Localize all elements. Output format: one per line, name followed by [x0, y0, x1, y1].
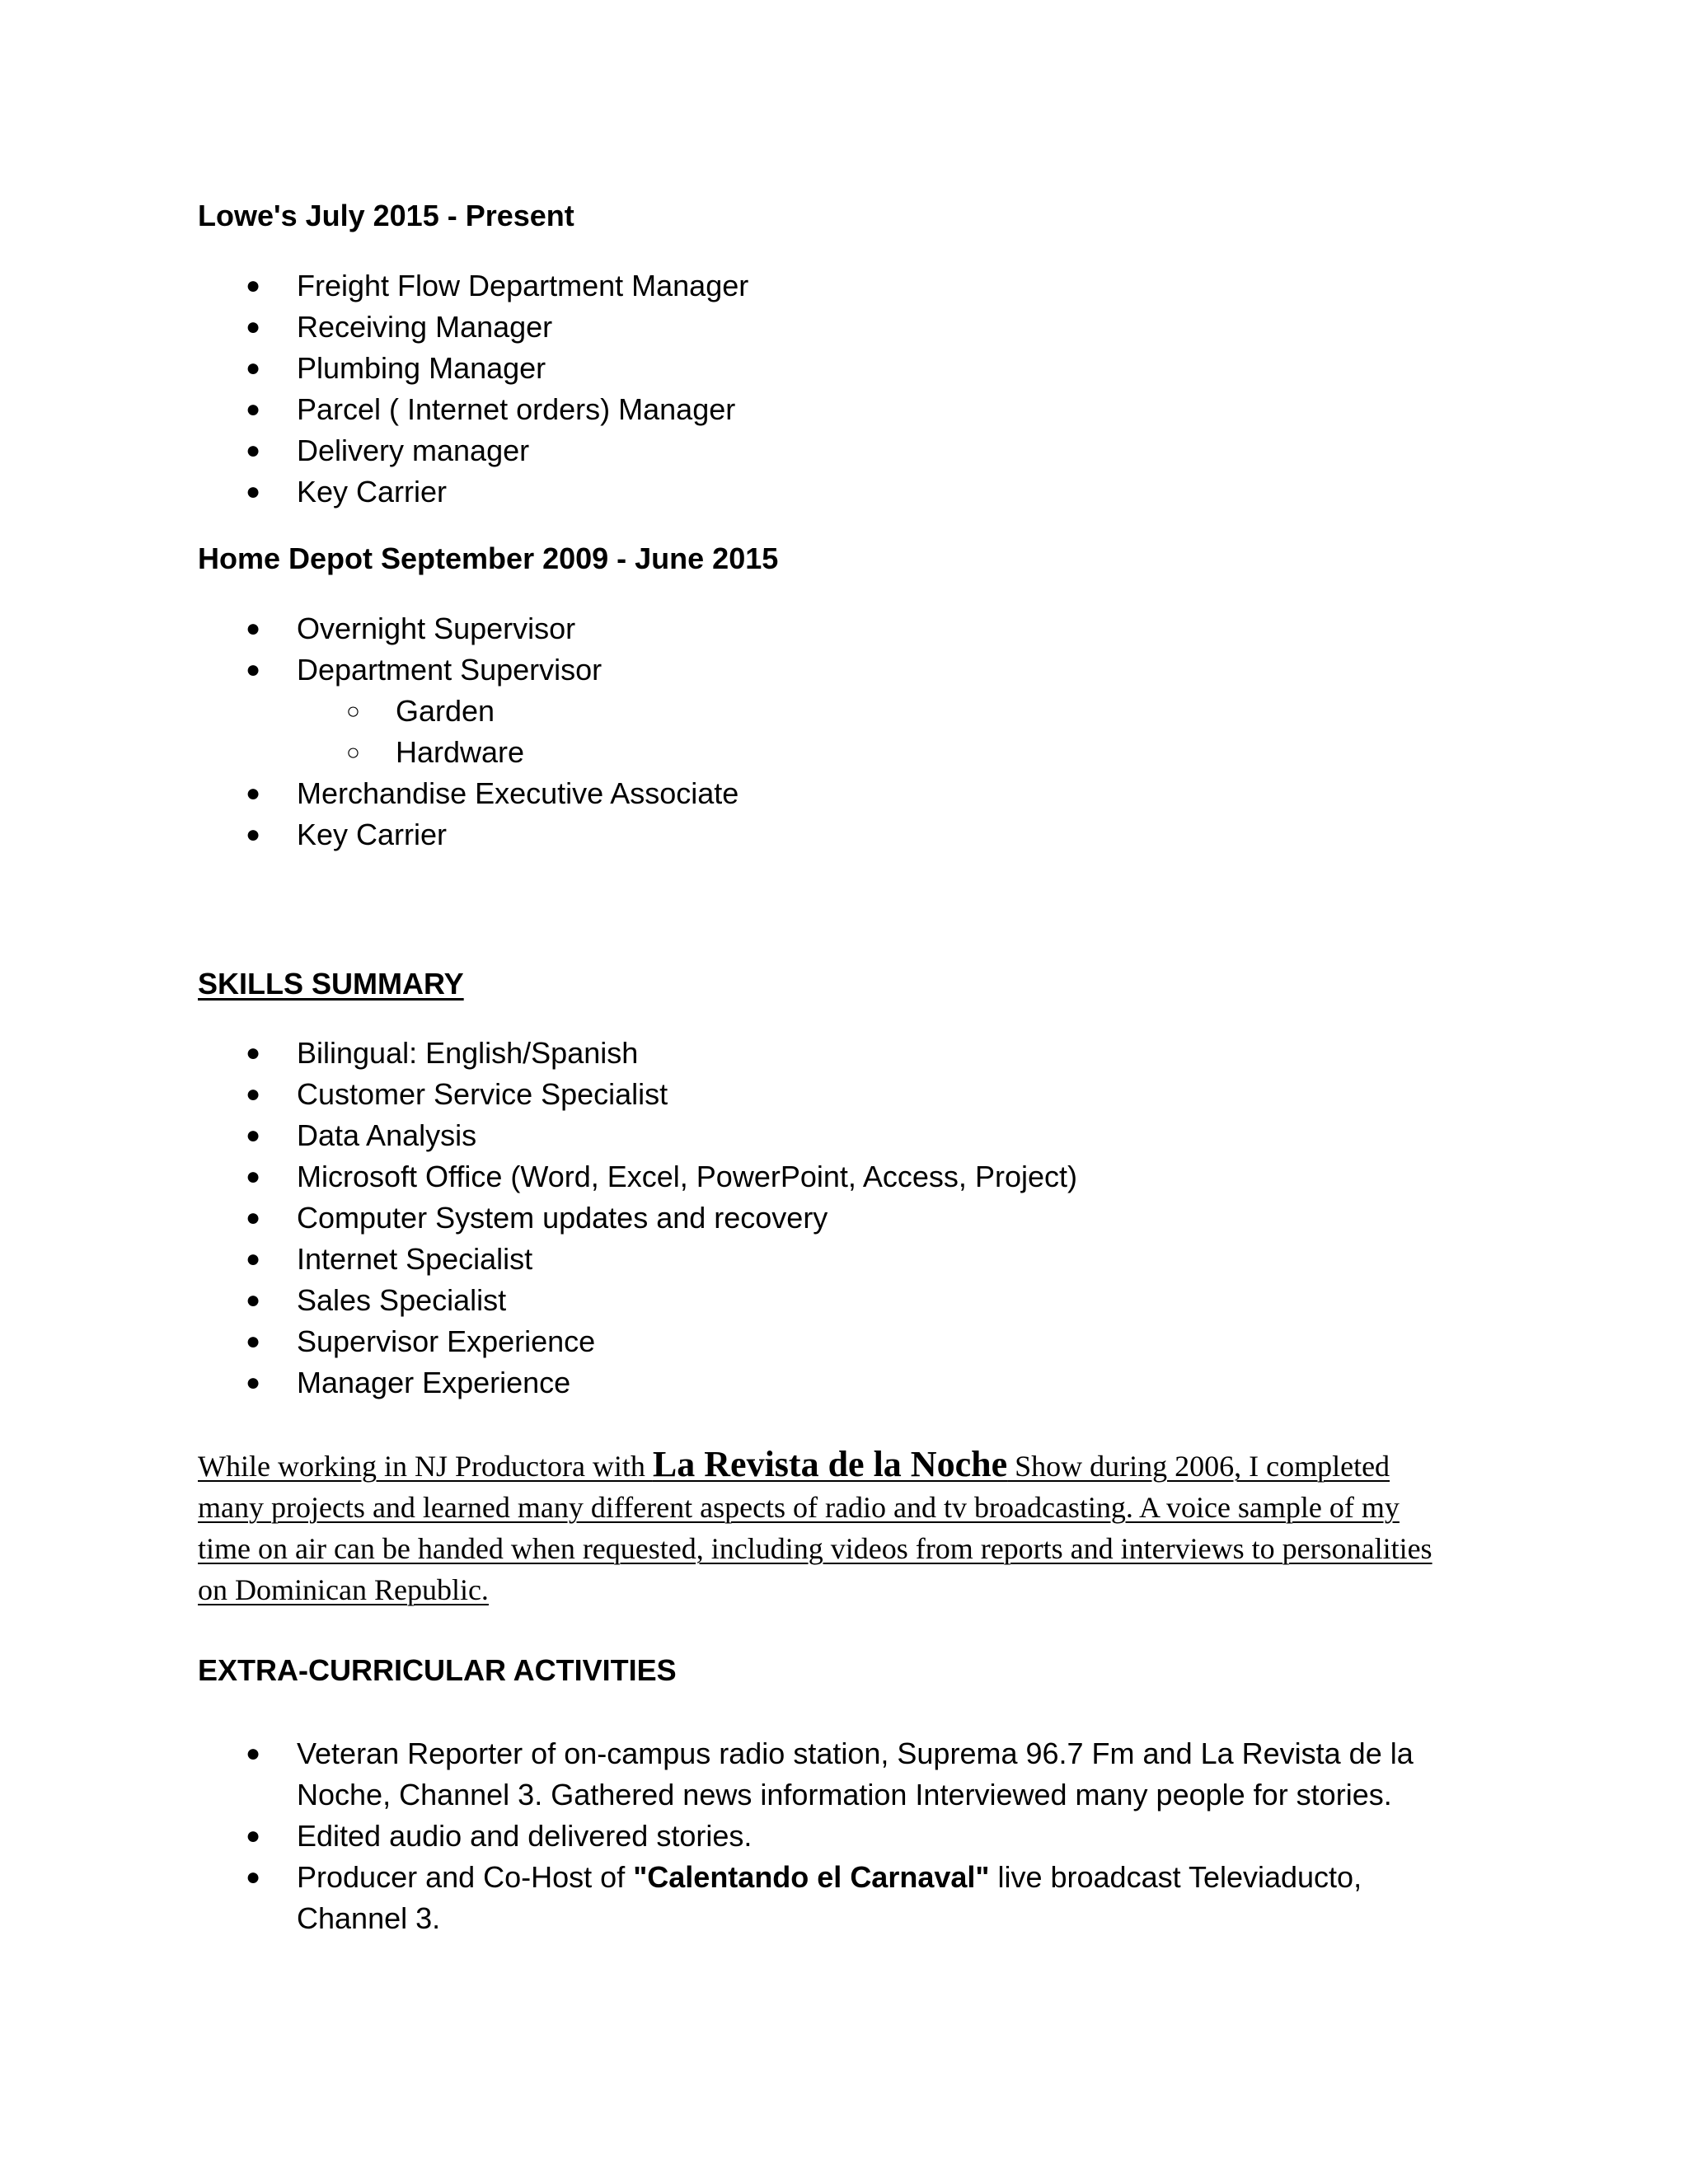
department-sublist [297, 691, 738, 773]
list-item [0, 1074, 1077, 1115]
list-item-text: Merchandise Executive Associate [297, 776, 739, 810]
list-item [0, 389, 748, 430]
bullet-icon: ● [246, 1122, 261, 1149]
bullet-icon: ● [246, 1863, 261, 1891]
list-item [0, 1321, 1077, 1362]
list-item [0, 814, 738, 855]
bullet-icon: ● [246, 1822, 261, 1849]
list-item-text: Sales Specialist [297, 1283, 507, 1317]
list-item [0, 649, 738, 773]
list-item [0, 1197, 1077, 1239]
bullet-icon: ● [246, 1080, 261, 1108]
list-item [0, 773, 738, 814]
bullet-icon: ● [246, 313, 261, 340]
list-item [0, 1857, 1451, 1939]
bullet-icon: ● [246, 1039, 261, 1066]
bullet-icon: ● [246, 396, 261, 423]
list-item-text: Delivery manager [297, 434, 530, 467]
bullet-icon: ● [246, 1740, 261, 1767]
list-item-text: Manager Experience [297, 1366, 571, 1399]
list-item-text: Data Analysis [297, 1118, 477, 1152]
bullet-icon: ● [246, 615, 261, 642]
list-item-text: Veteran Reporter of on-campus radio station, Suprema 96.7 Fm and La Revista de la Noche, Channel 3. Gathered news information Interviewed many people for stories. [297, 1736, 1414, 1811]
bullet-icon: ● [246, 1245, 261, 1272]
bullet-icon: ● [246, 1163, 261, 1190]
sub-list-item-text: Hardware [396, 735, 525, 769]
skills-list [0, 1033, 1077, 1404]
list-item [0, 1733, 1451, 1816]
list-item-text: Edited audio and delivered stories. [297, 1819, 753, 1853]
circle-bullet-icon: ○ [346, 739, 360, 765]
paragraph-intro: While working in NJ Productora with [198, 1450, 653, 1483]
list-item [0, 1816, 1451, 1857]
circle-bullet-icon: ○ [346, 698, 360, 724]
list-item-text: Freight Flow Department Manager [297, 269, 749, 302]
list-item-text-end: live broadcast Televiaducto, Channel 3. [297, 1860, 1362, 1935]
show-name: La Revista de la Noche [652, 1444, 1008, 1484]
paragraph-body: Show during 2006, I completed many projects and learned many different aspects of radio and tv broadcasting. A voice sample of my time on air can be handed when requested, including videos from reports and interviews to personalities on Dominican Republic. [198, 1450, 1432, 1606]
list-item-text: Bilingual: English/Spanish [297, 1036, 639, 1070]
bullet-icon: ● [246, 656, 261, 683]
list-item-text: Customer Service Specialist [297, 1077, 668, 1111]
home-depot-heading: Home Depot September 2009 - June 2015 [198, 541, 779, 575]
bullet-icon: ● [246, 354, 261, 382]
list-item [0, 1362, 1077, 1404]
extracurricular-list [0, 1733, 1451, 1939]
bullet-icon: ● [246, 437, 261, 464]
bullet-icon: ● [246, 1328, 261, 1355]
list-item-text: Receiving Manager [297, 310, 553, 344]
lowes-role-list [0, 265, 748, 513]
skills-heading: SKILLS SUMMARY [198, 967, 464, 1001]
list-item-text: Parcel ( Internet orders) Manager [297, 392, 736, 426]
list-item-text: Supervisor Experience [297, 1324, 596, 1358]
list-item-text: Plumbing Manager [297, 351, 546, 385]
bullet-icon: ● [246, 1286, 261, 1314]
sub-list-item-text: Garden [396, 694, 495, 728]
broadcasting-paragraph [198, 1444, 1451, 1610]
bullet-icon: ● [246, 821, 261, 848]
list-item-text: Microsoft Office (Word, Excel, PowerPoint, Access, Project) [297, 1160, 1077, 1193]
sub-list-item [297, 732, 738, 773]
list-item [0, 307, 748, 348]
program-title: "Calentando el Carnaval" [633, 1860, 990, 1894]
extracurricular-heading: EXTRA-CURRICULAR ACTIVITIES [198, 1653, 677, 1687]
list-item-text: Overnight Supervisor [297, 612, 576, 645]
lowes-heading: Lowe's July 2015 - Present [198, 199, 574, 232]
list-item-text: Department Supervisor [297, 653, 603, 687]
bullet-icon: ● [246, 1204, 261, 1231]
list-item-text: Key Carrier [297, 818, 448, 851]
bullet-icon: ● [246, 780, 261, 807]
list-item [0, 430, 748, 471]
list-item-text-start: Producer and Co-Host of [297, 1860, 634, 1894]
list-item [0, 471, 748, 513]
list-item-text: Internet Specialist [297, 1242, 533, 1276]
list-item [0, 348, 748, 389]
list-item [0, 1115, 1077, 1156]
bullet-icon: ● [246, 1369, 261, 1396]
list-item-text: Key Carrier [297, 475, 448, 509]
bullet-icon: ● [246, 272, 261, 299]
list-item [0, 608, 738, 649]
list-item [0, 1239, 1077, 1280]
home-depot-role-list [0, 608, 738, 855]
bullet-icon: ● [246, 478, 261, 505]
list-item [0, 1156, 1077, 1197]
list-item [0, 1280, 1077, 1321]
list-item-text: Computer System updates and recovery [297, 1201, 828, 1235]
sub-list-item [297, 691, 738, 732]
list-item [0, 1033, 1077, 1074]
list-item [0, 265, 748, 307]
